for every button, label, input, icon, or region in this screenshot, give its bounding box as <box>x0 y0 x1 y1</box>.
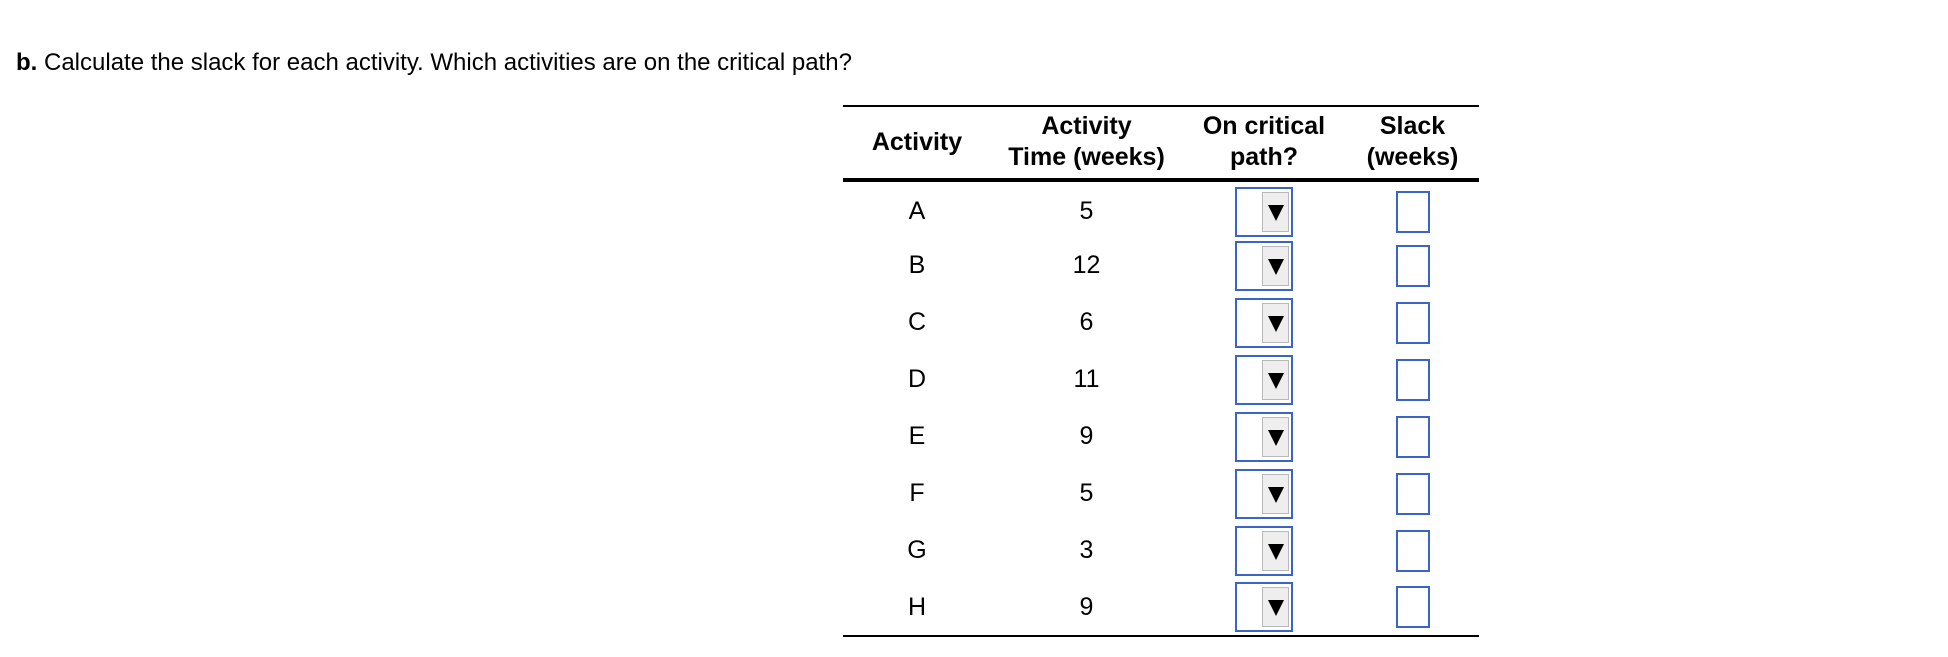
critical-path-cell <box>1182 351 1346 408</box>
table-row <box>843 522 1479 579</box>
slack-input[interactable] <box>1396 359 1430 401</box>
table-body <box>843 180 1479 636</box>
critical-path-dropdown[interactable] <box>1235 187 1293 237</box>
table-row <box>843 465 1479 522</box>
activity-cell <box>843 180 991 237</box>
activity-time-value: 9 <box>1079 422 1094 450</box>
triangle-down-icon <box>1268 600 1284 616</box>
header-activity-label: Activity <box>871 127 963 156</box>
header-critical-path-line2: path? <box>1229 143 1299 171</box>
critical-path-cell <box>1182 294 1346 351</box>
activity-time-value: 3 <box>1079 536 1094 564</box>
question-label: b. <box>16 49 38 76</box>
activity-label: A <box>908 197 926 225</box>
critical-path-dropdown[interactable] <box>1235 412 1293 462</box>
activity-cell <box>843 465 991 522</box>
activity-cell <box>843 237 991 294</box>
activity-time-cell <box>991 465 1182 522</box>
activity-cell <box>843 522 991 579</box>
critical-path-dropdown[interactable] <box>1235 469 1293 519</box>
activity-cell <box>843 408 991 465</box>
header-critical-path <box>1182 106 1346 180</box>
activity-cell <box>843 351 991 408</box>
activity-time-cell <box>991 522 1182 579</box>
triangle-down-icon <box>1268 487 1284 503</box>
header-slack <box>1346 106 1479 180</box>
critical-path-cell <box>1182 408 1346 465</box>
activity-label: H <box>907 592 927 621</box>
dropdown-button[interactable] <box>1262 303 1289 343</box>
slack-input[interactable] <box>1396 191 1430 233</box>
header-activity-time-line2: Time (weeks) <box>1008 143 1165 171</box>
activity-label: B <box>908 251 926 279</box>
slack-input[interactable] <box>1396 473 1430 515</box>
critical-path-cell <box>1182 180 1346 237</box>
slack-cell <box>1346 180 1479 237</box>
header-critical-path-line1: On critical <box>1202 112 1326 140</box>
slack-cell <box>1346 522 1479 579</box>
activity-time-value: 12 <box>1072 251 1101 279</box>
question-text <box>16 48 852 78</box>
triangle-down-icon <box>1268 373 1284 389</box>
triangle-down-icon <box>1268 430 1284 446</box>
critical-path-dropdown[interactable] <box>1235 526 1293 576</box>
table-row <box>843 237 1479 294</box>
table-row <box>843 294 1479 351</box>
triangle-down-icon <box>1268 259 1284 275</box>
activity-time-cell <box>991 351 1182 408</box>
activity-cell <box>843 579 991 636</box>
table-row <box>843 351 1479 408</box>
activity-time-cell <box>991 237 1182 294</box>
header-activity <box>843 106 991 180</box>
dropdown-button[interactable] <box>1262 246 1289 286</box>
slack-cell <box>1346 579 1479 636</box>
header-slack-line1: Slack <box>1379 112 1446 140</box>
triangle-down-icon <box>1268 544 1284 560</box>
dropdown-button[interactable] <box>1262 531 1289 571</box>
slack-input[interactable] <box>1396 586 1430 628</box>
critical-path-cell <box>1182 465 1346 522</box>
dropdown-button[interactable] <box>1262 192 1289 232</box>
activity-time-value: 5 <box>1079 197 1094 225</box>
activity-time-cell <box>991 294 1182 351</box>
activity-time-cell <box>991 408 1182 465</box>
table-row <box>843 180 1479 237</box>
header-slack-line2: (weeks) <box>1366 143 1459 171</box>
critical-path-cell <box>1182 522 1346 579</box>
activity-time-value: 9 <box>1079 592 1094 621</box>
activity-label: E <box>908 422 926 450</box>
table-header <box>843 106 1479 180</box>
slack-cell <box>1346 465 1479 522</box>
dropdown-button[interactable] <box>1262 360 1289 400</box>
dropdown-button[interactable] <box>1262 417 1289 457</box>
table-row <box>843 579 1479 636</box>
slack-input[interactable] <box>1396 302 1430 344</box>
critical-path-dropdown[interactable] <box>1235 298 1293 348</box>
activity-label: G <box>907 536 927 564</box>
question-body: Calculate the slack for each activity. Which activities are on the critical path? <box>44 49 852 76</box>
activity-time-cell <box>991 579 1182 636</box>
triangle-down-icon <box>1268 316 1284 332</box>
slack-cell <box>1346 294 1479 351</box>
slack-cell <box>1346 351 1479 408</box>
critical-path-dropdown[interactable] <box>1235 582 1293 632</box>
activity-time-cell <box>991 180 1182 237</box>
critical-path-cell <box>1182 579 1346 636</box>
activity-label: C <box>907 308 927 336</box>
slack-input[interactable] <box>1396 416 1430 458</box>
slack-cell <box>1346 408 1479 465</box>
activity-label: F <box>909 479 925 507</box>
critical-path-dropdown[interactable] <box>1235 241 1293 291</box>
header-activity-time <box>991 106 1182 180</box>
critical-path-cell <box>1182 237 1346 294</box>
activity-cell <box>843 294 991 351</box>
table-row <box>843 408 1479 465</box>
slack-input[interactable] <box>1396 530 1430 572</box>
activity-table-container <box>843 105 1479 637</box>
activity-label: D <box>907 365 927 393</box>
header-activity-time-line1: Activity <box>1041 112 1132 140</box>
dropdown-button[interactable] <box>1262 587 1289 627</box>
critical-path-dropdown[interactable] <box>1235 355 1293 405</box>
triangle-down-icon <box>1268 205 1284 221</box>
header-row <box>843 106 1479 180</box>
activity-table <box>843 105 1479 637</box>
slack-input[interactable] <box>1396 245 1430 287</box>
activity-time-value: 5 <box>1079 479 1094 507</box>
activity-time-value: 11 <box>1073 365 1100 393</box>
activity-time-value: 6 <box>1079 308 1094 336</box>
dropdown-button[interactable] <box>1262 474 1289 514</box>
slack-cell <box>1346 237 1479 294</box>
